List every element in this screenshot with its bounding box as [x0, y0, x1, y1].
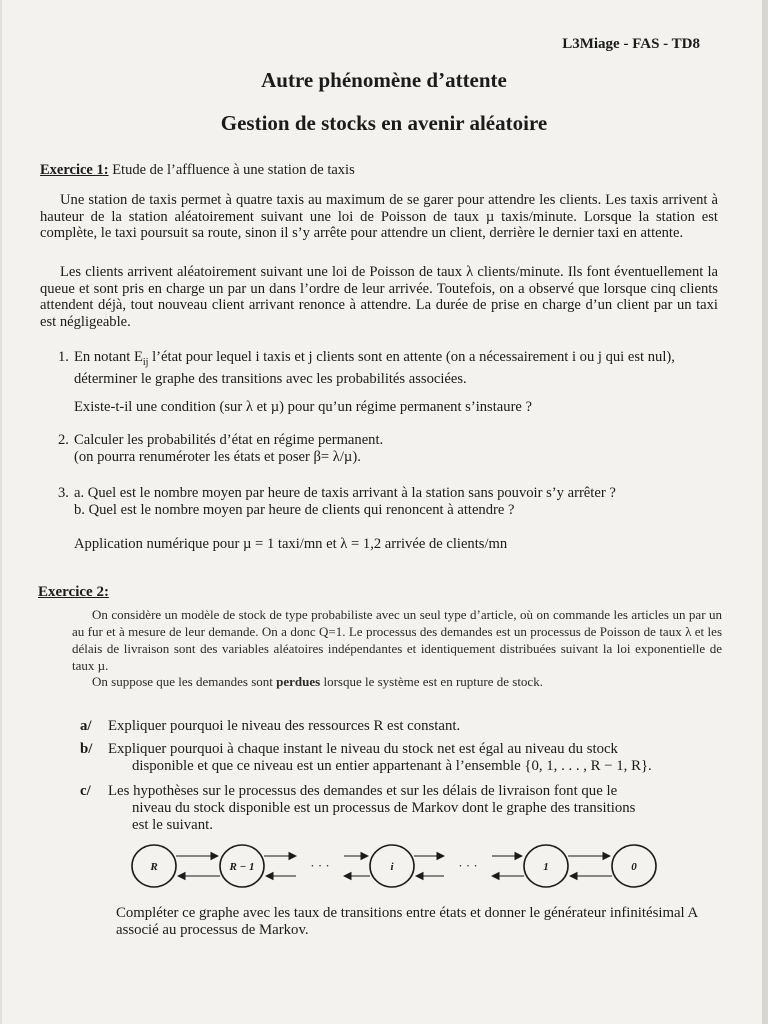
question-number: 3. [58, 485, 69, 501]
exercise2-text: lorsque le système est en rupture de stock. [320, 674, 543, 689]
exercise2-text: On suppose que les demandes sont [92, 674, 277, 689]
ellipsis: · · · [458, 858, 478, 873]
item-text: niveau du stock disponible est un processus de Markov dont le graphe des transitions [132, 800, 636, 816]
final-question: Compléter ce graphe avec les taux de transitions entre états et donner le générateur infinitésimal A associé au processus de Markov. [116, 905, 698, 938]
ellipsis: · · · [310, 858, 330, 873]
item-text: est le suivant. [132, 817, 213, 833]
question-text: a. Quel est le nombre moyen par heure de taxis arrivant à la station sans pouvoir s’y arrêter ? [74, 485, 616, 501]
exercise2-text: On considère un modèle de stock de type probabiliste avec un seul type d’article, où on commande les articles un par un au fur et à mesure de leur demande. On a donc Q=1. Le processus des demandes est un processus de Poisson de taux λ et les délais de livraison sont des variables aléatoires indépendantes et identiquement distribuées suivant la loi exponentielle de taux µ. [72, 607, 722, 673]
item-b [80, 741, 720, 775]
page-subtitle: Gestion de stocks en avenir aléatoire [220, 111, 548, 135]
question-number: 2. [58, 432, 69, 448]
question-text: (on pourra renuméroter les états et poser β= λ/µ). [74, 449, 361, 465]
page-title: Autre phénomène d’attente [261, 68, 507, 92]
state-label: 1 [543, 861, 549, 873]
item-label: c/ [80, 783, 91, 799]
exercise1-heading [40, 162, 355, 179]
exercise1-paragraph: Les clients arrivent aléatoirement suivant une loi de Poisson de taux λ clients/minute. Ils font éventuellement la queue et sont pris en charge un par un dans l’ordre de leur arrivée. Toutefois, on a observé que lorsque cinq clients attendent déjà, tout nouveau client arrivant renonce à attendre. La durée de prise en charge d’un client par un taxi est négligeable. [40, 264, 718, 330]
item-text: Expliquer pourquoi à chaque instant le niveau du stock net est égal au niveau du stock [108, 741, 618, 757]
exercise2-paragraph [72, 606, 722, 674]
item-text: disponible et que ce niveau est un entier appartenant à l’ensemble {0, 1, . . . , R − 1, R}. [132, 758, 652, 774]
question-2 [58, 432, 718, 466]
item-c [80, 783, 720, 834]
numerical-application: Application numérique pour µ = 1 taxi/mn et λ = 1,2 arrivée de clients/mn [74, 536, 508, 552]
item-text: Les hypothèses sur le processus des demandes et sur les délais de livraison font que le [108, 783, 618, 799]
state-label: i [390, 861, 394, 873]
exercise1-paragraph: Une station de taxis permet à quatre taxis au maximum de se garer pour attendre les clients. Les taxis arrivent à hauteur de la station aléatoirement suivant une loi de Poisson de taux µ taxis/minute. Lorsque la station est complète, le taxi poursuit sa route, sinon il s’y arrête pour attendre un client, derrière le dernier taxi en attente. [40, 192, 718, 241]
course-header: L3Miage - FAS - TD8 [562, 36, 700, 52]
exercise2-heading [38, 584, 109, 601]
state-label: R − 1 [229, 861, 255, 873]
question-text: l’état pour lequel i taxis et j clients sont en attente (on a nécessairement i ou j qui est nul), déterminer le graphe des transitions avec les probabilités associées. [74, 349, 675, 387]
exercise2-label: Exercice 2: [38, 584, 109, 600]
question-3 [58, 485, 718, 519]
state-label: 0 [631, 861, 637, 873]
state-label: R [150, 861, 158, 873]
question-text: Calculer les probabilités d’état en régime permanent. [74, 432, 384, 448]
item-label: b/ [80, 741, 93, 757]
question-1 [58, 349, 718, 388]
question-text: En notant E [74, 349, 143, 365]
markov-diagram [126, 836, 666, 898]
question-text: b. Quel est le nombre moyen par heure de clients qui renoncent à attendre ? [74, 502, 515, 518]
item-label: a/ [80, 718, 92, 734]
scan-edge [762, 0, 768, 1024]
exercise2-paragraph [92, 674, 543, 690]
item-text: Expliquer pourquoi le niveau des ressources R est constant. [108, 718, 461, 734]
exercise1-subtitle: Etude de l’affluence à une station de taxis [112, 162, 355, 178]
state-subscript: ij [142, 356, 149, 368]
scan-edge [0, 0, 2, 1024]
item-a [80, 718, 720, 735]
question-number: 1. [58, 349, 69, 365]
emphasis-text: perdues [276, 674, 321, 689]
question-1-condition: Existe-t-il une condition (sur λ et µ) pour qu’un régime permanent s’instaure ? [74, 399, 533, 415]
exercise1-label: Exercice 1: [40, 162, 109, 178]
